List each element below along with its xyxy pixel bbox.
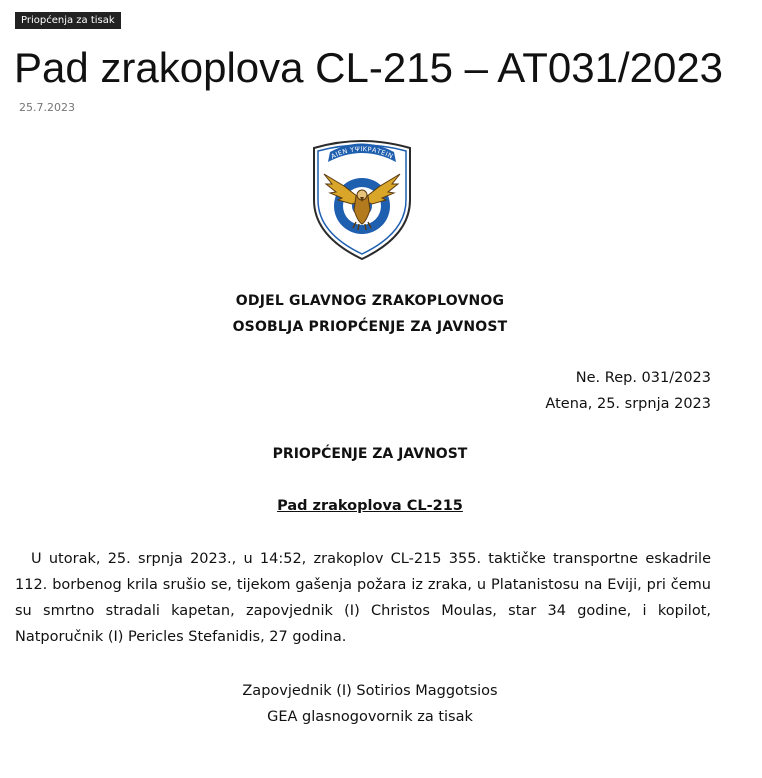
- department-heading: [0, 288, 740, 340]
- signature-name: Zapovjednik (I) Sotirios Maggotsios: [242, 683, 498, 699]
- signature-block: [0, 678, 740, 730]
- signature-role: GEA glasnogovornik za tisak: [267, 709, 473, 725]
- department-line-2: OSOBLJA PRIOPĆENJE ZA JAVNOST: [232, 319, 508, 335]
- body-paragraph: U utorak, 25. srpnja 2023., u 14:52, zrakoplov CL-215 355. taktičke transportne eskadrile 112. borbenog krila srušio se, tijekom gašenja požara iz zraka, u Platanistosu na Eviji, pri čemu su smrtno stradali kapetan, zapovjednik (I) Christos Moulas, star 34 godine, i kopilot, Natporučnik (I) Pericles Stefanidis, 27 godina.: [15, 551, 711, 645]
- section-heading: PRIOPĆENJE ZA JAVNOST: [272, 446, 468, 462]
- place-date: Atena, 25. srpnja 2023: [545, 396, 711, 412]
- air-force-emblem: [310, 138, 414, 262]
- motto-text: ΑΙΕΝ ΥΨΙΚΡΑΤΕΙΝ: [329, 144, 395, 161]
- department-line-1: ODJEL GLAVNOG ZRAKOPLOVNOG: [235, 293, 505, 309]
- category-tag[interactable]: Priopćenja za tisak: [15, 12, 121, 29]
- article-title: Pad zrakoplova CL-215 – AT031/2023: [14, 44, 724, 91]
- article-date: 25.7.2023: [19, 101, 75, 114]
- subject-heading: Pad zrakoplova CL-215: [277, 498, 463, 514]
- reference-block: [545, 365, 711, 417]
- reference-number: Ne. Rep. 031/2023: [575, 370, 711, 386]
